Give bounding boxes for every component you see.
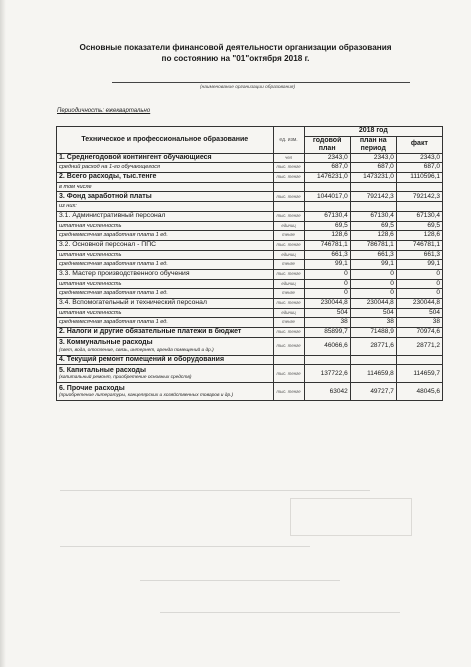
row-name: штатная численность (57, 308, 274, 318)
row-period: 71488,9 (350, 328, 396, 338)
row-title: 5. Капитальные расходы (59, 366, 146, 374)
row-plan: 0 (304, 269, 350, 279)
row-period: 0 (350, 289, 396, 299)
row-unit: единиц (273, 308, 304, 318)
row-unit (273, 202, 304, 212)
row-name: среднемесячная заработная плата 1 ед. (57, 318, 274, 328)
header-fact: факт (396, 136, 442, 153)
row-subtitle: (капитальный ремонт, приобретение основных средств) (59, 375, 192, 381)
row-name: 2. Налоги и другие обязательные платежи в бюджет (57, 328, 274, 338)
row-unit: тенге (273, 289, 304, 299)
row-name: 3.1. Административный персонал (57, 211, 274, 221)
row-unit: тыс. тенге (273, 328, 304, 338)
row-fact: 114659,7 (396, 365, 442, 383)
title-line-2: по состоянию на "01"октября 2018 г. (161, 54, 310, 63)
row-plan: 1476231,0 (304, 173, 350, 183)
row-fact: 230044,8 (396, 299, 442, 309)
row-unit: тыс. тенге (273, 211, 304, 221)
row-period (350, 355, 396, 365)
row-fact: 48045,6 (396, 383, 442, 401)
header-year: 2018 год (304, 127, 442, 137)
row-period (350, 202, 396, 212)
row-name: среднемесячная заработная плата 1 ед. (57, 260, 274, 270)
row-plan: 99,1 (304, 260, 350, 270)
row-unit: тенге (273, 260, 304, 270)
header-plan-year: годовой план (304, 136, 350, 153)
row-name: штатная численность (57, 250, 274, 260)
row-fact (396, 355, 442, 365)
row-plan: 67130,4 (304, 211, 350, 221)
row-name: 1. Среднегодовой контингент обучающиеся (57, 153, 274, 163)
row-plan: 661,3 (304, 250, 350, 260)
row-unit: чел (273, 153, 304, 163)
row-name (57, 337, 274, 355)
row-fact: 2343,0 (396, 153, 442, 163)
row-subtitle: (приобретение литературы, канцелярских и хозяйственных товаров и др.) (59, 393, 234, 399)
row-plan: 69,5 (304, 221, 350, 231)
row-unit: тыс. тенге (273, 383, 304, 401)
row-unit: единиц (273, 221, 304, 231)
row-fact: 1110596,1 (396, 173, 442, 183)
row-name: 4. Текущий ремонт помещений и оборудования (57, 355, 274, 365)
row-period: 99,1 (350, 260, 396, 270)
row-unit: единиц (273, 250, 304, 260)
row-period: 114659,8 (350, 365, 396, 383)
row-title: 3. Коммунальные расходы (59, 339, 153, 346)
row-period: 230044,8 (350, 299, 396, 309)
bleed-through-line (140, 580, 340, 581)
header-unit: ед. изм. (273, 127, 304, 154)
row-plan: 0 (304, 289, 350, 299)
title-line-1: Основные показатели финансовой деятельности организации образования (79, 43, 392, 52)
row-period: 0 (350, 279, 396, 289)
row-unit: тыс. тенге (273, 173, 304, 183)
row-name: 2. Всего расходы, тыс.тенге (57, 173, 274, 183)
row-fact: 28771,2 (396, 337, 442, 355)
row-name: 3.3. Мастер производственного обучения (57, 269, 274, 279)
row-period (350, 182, 396, 192)
row-period: 504 (350, 308, 396, 318)
row-unit (273, 355, 304, 365)
bleed-through-line (160, 612, 400, 613)
row-period: 792142,3 (350, 192, 396, 202)
row-fact: 792142,3 (396, 192, 442, 202)
row-plan: 746781,1 (304, 240, 350, 250)
row-name: 3. Фонд заработной платы (57, 192, 274, 202)
row-fact: 70974,6 (396, 328, 442, 338)
row-fact: 504 (396, 308, 442, 318)
row-unit: тыс. тенге (273, 269, 304, 279)
row-plan (304, 355, 350, 365)
row-fact: 746781,1 (396, 240, 442, 250)
row-fact: 38 (396, 318, 442, 328)
row-plan: 1044017,0 (304, 192, 350, 202)
row-plan: 128,6 (304, 231, 350, 241)
row-unit (273, 182, 304, 192)
row-name: из них: (57, 202, 274, 212)
row-period: 687,0 (350, 163, 396, 173)
row-plan: 230044,8 (304, 299, 350, 309)
row-name: штатная численность (57, 221, 274, 231)
row-name (57, 383, 274, 401)
row-plan (304, 202, 350, 212)
row-period: 69,5 (350, 221, 396, 231)
row-name: 3.2. Основной персонал - ППС (57, 240, 274, 250)
header-plan-period: план на период (350, 136, 396, 153)
row-period: 786781,1 (350, 240, 396, 250)
row-period: 0 (350, 269, 396, 279)
row-name: среднемесячная заработная плата 1 ед. (57, 231, 274, 241)
row-unit: тыс. тенге (273, 192, 304, 202)
header-name: Техническое и профессиональное образование (57, 127, 274, 154)
organization-line (112, 82, 410, 83)
row-plan: 687,0 (304, 163, 350, 173)
row-period: 67130,4 (350, 211, 396, 221)
bleed-through-box (290, 498, 412, 536)
row-plan: 137722,6 (304, 365, 350, 383)
row-plan: 38 (304, 318, 350, 328)
row-unit: единиц (273, 279, 304, 289)
bleed-through-line (60, 490, 370, 491)
row-plan: 63042 (304, 383, 350, 401)
row-fact: 69,5 (396, 221, 442, 231)
row-fact: 687,0 (396, 163, 442, 173)
row-unit: тыс. тенге (273, 337, 304, 355)
row-period: 49727,7 (350, 383, 396, 401)
financial-table (56, 126, 443, 401)
row-unit: тыс. тенге (273, 163, 304, 173)
row-plan: 2343,0 (304, 153, 350, 163)
row-subtitle: (свет, вода, отопление, связь, интернет, аренда помещений и др.) (59, 347, 214, 353)
row-unit: тенге (273, 231, 304, 241)
row-fact (396, 182, 442, 192)
row-period: 128,6 (350, 231, 396, 241)
row-period: 38 (350, 318, 396, 328)
row-title: 6. Прочие расходы (59, 384, 125, 392)
row-period: 28771,6 (350, 337, 396, 355)
row-fact (396, 202, 442, 212)
row-fact: 67130,4 (396, 211, 442, 221)
row-unit: тыс. тенге (273, 299, 304, 309)
row-period: 661,3 (350, 250, 396, 260)
row-name: в том числе (57, 182, 274, 192)
row-fact: 0 (396, 279, 442, 289)
row-name (57, 365, 274, 383)
periodicity-label: Периодичность: ежеквартально (57, 108, 151, 114)
organization-caption: (наименование организации образования) (200, 85, 296, 90)
row-period: 1473231,0 (350, 173, 396, 183)
row-fact: 128,6 (396, 231, 442, 241)
row-plan: 0 (304, 279, 350, 289)
scan-edge (0, 0, 6, 667)
row-plan: 85899,7 (304, 328, 350, 338)
row-plan: 46066,6 (304, 337, 350, 355)
row-plan: 504 (304, 308, 350, 318)
row-fact: 661,3 (396, 250, 442, 260)
document-title (0, 42, 471, 64)
row-name: штатная численность (57, 279, 274, 289)
row-name: средний расход на 1-го обучающегося (57, 163, 274, 173)
row-plan (304, 182, 350, 192)
row-unit: тенге (273, 318, 304, 328)
row-fact: 0 (396, 269, 442, 279)
row-name: среднемесячная заработная плата 1 ед. (57, 289, 274, 299)
row-fact: 0 (396, 289, 442, 299)
bleed-through-line (60, 546, 310, 547)
row-name: 3.4. Вспомогательный и технический персонал (57, 299, 274, 309)
row-period: 2343,0 (350, 153, 396, 163)
row-unit: тыс. тенге (273, 240, 304, 250)
row-unit: тыс. тенге (273, 365, 304, 383)
row-fact: 99,1 (396, 260, 442, 270)
